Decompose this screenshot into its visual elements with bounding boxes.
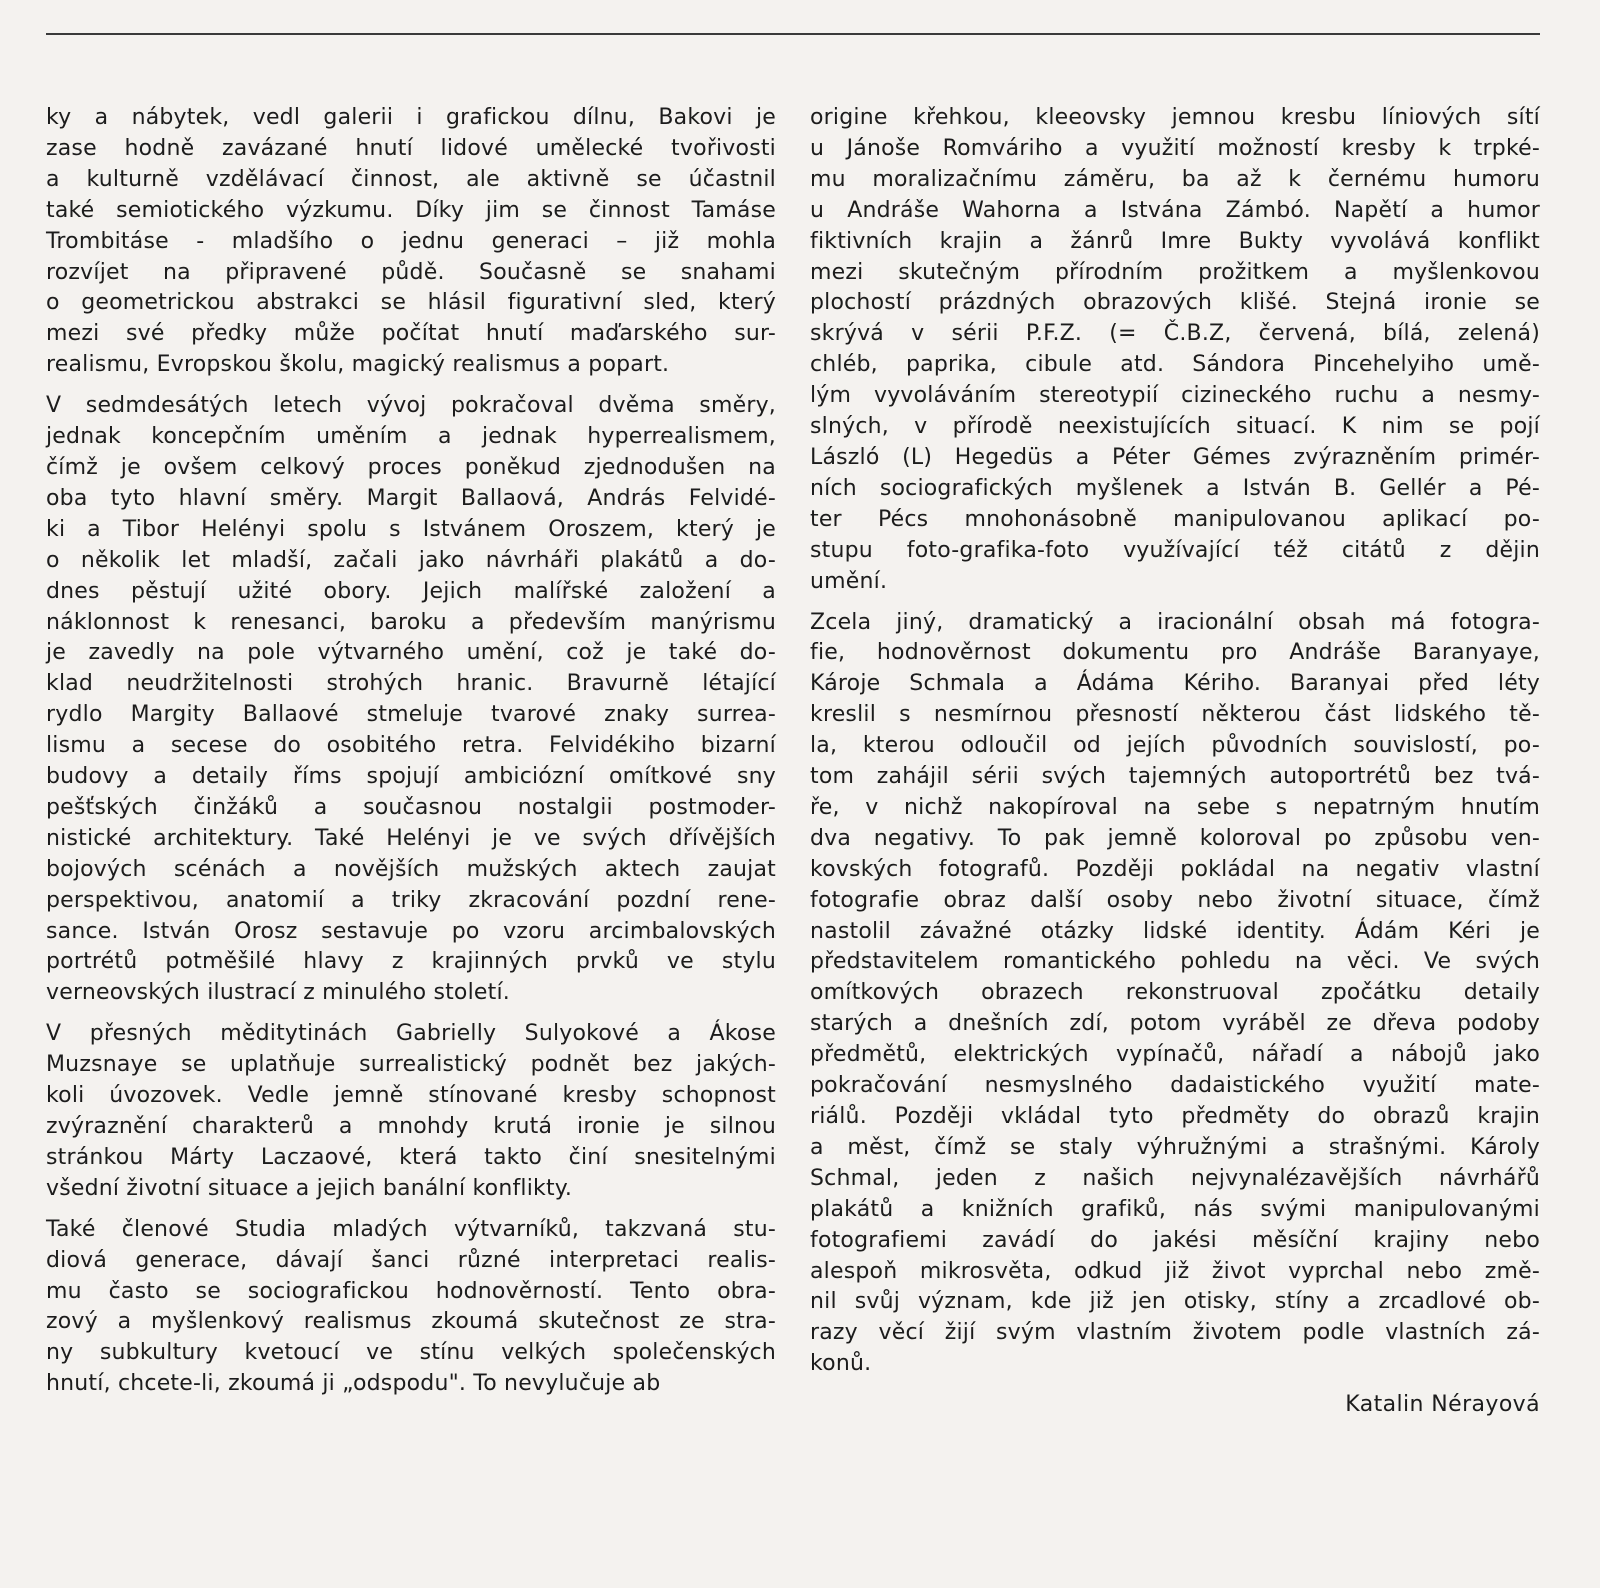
text-line: diová generace, dávají šanci různé interpretaci realis- [46, 1247, 776, 1273]
text-line: verneovských ilustrací z minulého století. [46, 980, 510, 1006]
text-line: je zavedly na pole výtvarného umění, což je také do- [46, 640, 776, 666]
text-line: tom zahájil sérii svých tajemných autoportrétů bez tvá- [810, 764, 1540, 790]
text-line: mezi své předky může počítat hnutí maďarského sur- [46, 321, 776, 347]
text-line: mezi skutečným přírodním prožitkem a myšlenkovou [810, 259, 1540, 285]
text-line: o několik let mladší, začali jako návrháři plakátů a do- [46, 547, 776, 573]
top-rule [46, 33, 1540, 35]
left-column [46, 103, 776, 1410]
text-line: stránkou Márty Laczaové, která takto činí snesitelnými [46, 1144, 776, 1170]
text-line: čímž je ovšem celkový proces poněkud zjednodušen na [46, 454, 776, 480]
text-line: fiktivních krajin a žánrů Imre Bukty vyvolává konflikt [810, 228, 1540, 254]
paragraph [46, 1215, 776, 1400]
text-line: slných, v přírodě neexistujících situací. K nim se pojí [810, 414, 1540, 440]
right-column [810, 103, 1540, 1421]
text-line: nastolil závažné otázky lidské identity. Ádám Kéri je [810, 918, 1540, 944]
text-line: sance. István Orosz sestavuje po vzoru arcimbalovských [46, 918, 776, 944]
text-line: ních sociografických myšlenek a István B. Gellér a Pé- [810, 475, 1540, 501]
text-line: všední životní situace a jejich banální konflikty. [46, 1175, 573, 1201]
text-line: umění. [810, 568, 888, 594]
text-line: rozvíjet na připravené půdě. Současně se snahami [46, 259, 776, 285]
text-line: alespoň mikrosvěta, odkud již život vyprchal nebo změ- [810, 1258, 1540, 1284]
text-line: fotografie obraz další osoby nebo životní situace, čímž [810, 887, 1540, 913]
text-line: a měst, čímž se staly výhružnými a strašnými. Károly [810, 1134, 1540, 1160]
text-line: origine křehkou, kleeovsky jemnou kresbu líniových sítí [810, 105, 1540, 130]
text-line: starých a dnešních zdí, potom vyráběl ze dřeva podoby [810, 1011, 1540, 1037]
text-line: fotografiemi zavádí do jakési měsíční krajiny nebo [810, 1227, 1540, 1253]
text-line: také semiotického výzkumu. Díky jim se činnost Tamáse [46, 197, 776, 223]
text-line: stupu foto-grafika-foto využívající též citátů z dějin [810, 537, 1540, 563]
text-line: Muzsnaye se uplatňuje surrealistický podnět bez jakých- [46, 1052, 776, 1078]
text-line: omítkových obrazech rekonstruoval zpočátku detaily [810, 980, 1540, 1006]
text-line: zase hodně zavázané hnutí lidové umělecké tvořivosti [46, 135, 776, 161]
text-line: ky a nábytek, vedl galerii i grafickou dílnu, Bakovi je [46, 105, 776, 130]
text-line: rydlo Margity Ballaové stmeluje tvarové znaky surrea- [46, 702, 776, 728]
paragraph [46, 103, 776, 381]
text-line: klad neudržitelnosti strohých hranic. Bravurně létající [46, 671, 776, 697]
text-line: perspektivou, anatomií a triky zkracování pozdní rene- [46, 887, 776, 913]
text-line: zvýraznění charakterů a mnohdy krutá ironie je silnou [46, 1114, 776, 1139]
text-line: kovských fotografů. Později pokládal na negativ vlastní [810, 856, 1540, 882]
text-line: Také členové Studia mladých výtvarníků, takzvaná stu- [46, 1216, 776, 1242]
text-line: předmětů, elektrických vypínačů, nářadí a nábojů jako [810, 1042, 1540, 1068]
text-line: pokračování nesmyslného dadaistického využití mate- [810, 1073, 1540, 1099]
text-line: plochostí prázdných obrazových klišé. Stejná ironie se [810, 290, 1540, 316]
text-line: mu moralizačnímu záměru, ba až k černému humoru [810, 166, 1540, 192]
text-line: lismu a secese do osobitého retra. Felvidékiho bizarní [46, 733, 776, 759]
author-signature: Katalin Nérayová [1345, 1392, 1540, 1418]
paragraph [46, 391, 776, 1009]
text-line: konů. [810, 1351, 872, 1377]
text-line: plakátů a knižních grafiků, nás svými manipulovanými [810, 1196, 1540, 1222]
text-line: pešťských činžáků a současnou nostalgii postmoder- [46, 794, 776, 820]
text-line: mu často se sociografickou hodnověrností. Tento obra- [46, 1278, 776, 1304]
text-line: László (L) Hegedüs a Péter Gémes zvýrazněním primér- [810, 444, 1540, 470]
text-line: náklonnost k renesanci, baroku a především manýrismu [46, 609, 776, 635]
text-line: riálů. Později vkládal tyto předměty do obrazů krajin [810, 1104, 1540, 1129]
paragraph [810, 608, 1540, 1381]
text-line: realismu, Evropskou školu, magický realismus a popart. [46, 352, 670, 378]
text-line: koli úvozovek. Vedle jemně stínované kresby schopnost [46, 1083, 776, 1109]
text-line: Schmal, jeden z našich nejvynalézavějších návrhářů [810, 1165, 1540, 1191]
text-line: la, kterou odloučil od jejích původních souvislostí, po- [810, 733, 1540, 759]
text-line: jednak koncepčním uměním a jednak hyperrealismem, [46, 424, 776, 450]
text-line: oba tyto hlavní směry. Margit Ballaová, András Felvidé- [46, 485, 776, 511]
text-line: razy věcí žijí svým vlastním životem podle vlastních zá- [810, 1320, 1540, 1346]
text-line: hnutí, chcete-li, zkoumá ji „odspodu". To nevylučuje ab [46, 1371, 661, 1397]
text-line: o geometrickou abstrakci se hlásil figurativní sled, který [46, 290, 776, 316]
text-line: budovy a detaily říms spojují ambiciózní omítkové sny [46, 764, 776, 790]
text-line: kreslil s nesmírnou přesností některou část lidského tě- [810, 702, 1540, 728]
text-line: ter Pécs mnohonásobně manipulovanou aplikací po- [810, 506, 1540, 532]
text-line: ki a Tibor Helényi spolu s Istvánem Oroszem, který je [46, 516, 776, 542]
text-line: představitelem romantického pohledu na věci. Ve svých [810, 949, 1540, 975]
text-line: V sedmdesátých letech vývoj pokračoval dvěma směry, [46, 393, 776, 419]
text-line: ře, v nichž nakopíroval na sebe s nepatrným hnutím [810, 794, 1540, 820]
text-line: dnes pěstují užité obory. Jejich malířské založení a [46, 578, 776, 604]
text-line: a kulturně vzdělávací činnost, ale aktivně se účastnil [46, 166, 776, 192]
text-line: nistické architektury. Také Helényi je ve svých dřívějších [46, 825, 776, 851]
text-line: u Andráše Wahorna a Istvána Zámbó. Napětí a humor [810, 197, 1540, 223]
text-line: V přesných měditytinách Gabrielly Sulyokové a Ákose [46, 1021, 776, 1047]
text-line: chléb, paprika, cibule atd. Sándora Pincehelyiho umě- [810, 352, 1540, 378]
paragraph [46, 1019, 776, 1204]
text-line: ny subkultury kvetoucí ve stínu velkých společenských [46, 1340, 776, 1366]
text-line: lým vyvoláváním stereotypií cizineckého ruchu a nesmy- [810, 383, 1540, 409]
text-line: Trombitáse - mladšího o jednu generaci – již mohla [46, 228, 776, 254]
paragraph [810, 103, 1540, 598]
text-line: fie, hodnověrnost dokumentu pro Andráše Baranyaye, [810, 640, 1540, 666]
text-line: Károje Schmala a Ádáma Kériho. Baranyai před léty [810, 671, 1540, 697]
text-line: skrývá v sérii P.F.Z. (= Č.B.Z, červená, bílá, zelená) [810, 321, 1540, 347]
text-line: nil svůj význam, kde již jen otisky, stíny a zrcadlové ob- [810, 1289, 1540, 1315]
text-line: dva negativy. To pak jemně koloroval po způsobu ven- [810, 825, 1540, 851]
text-line: bojových scénách a novějších mužských aktech zaujat [46, 856, 776, 882]
text-line: u Jánoše Romváriho a využití možností kresby k trpké- [810, 135, 1540, 161]
text-line: Zcela jiný, dramatický a iracionální obsah má fotogra- [810, 609, 1540, 635]
text-line: zový a myšlenkový realismus zkoumá skutečnost ze stra- [46, 1309, 776, 1335]
text-line: portrétů potměšilé hlavy z krajinných prvků ve stylu [46, 949, 776, 975]
